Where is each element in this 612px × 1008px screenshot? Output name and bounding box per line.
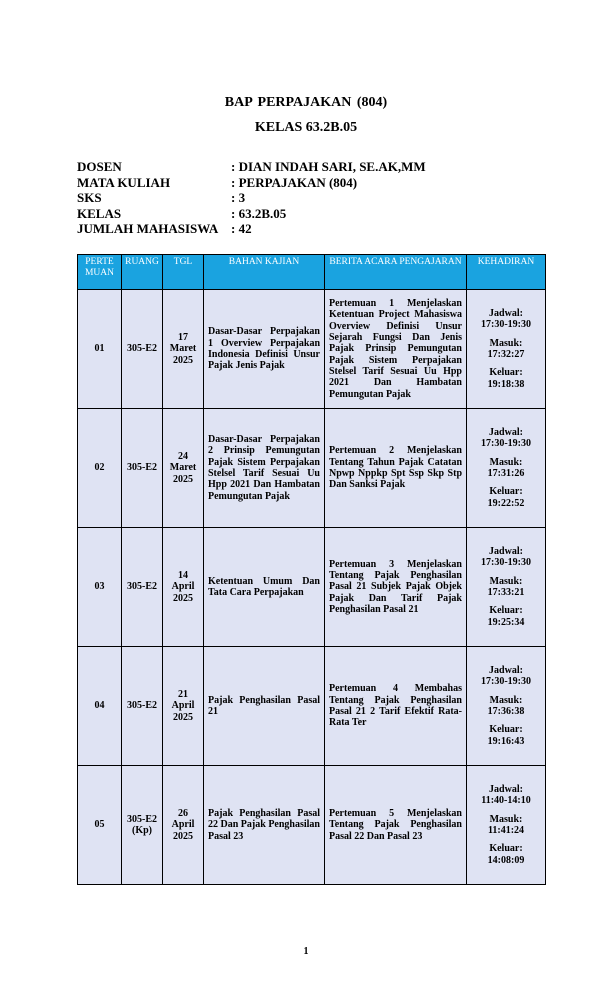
page-number: 1 [303,946,309,957]
date-day: 14 [178,570,188,582]
check-out-value: 14:08:09 [487,854,525,866]
date-month: Maret [169,343,197,355]
check-in-block [468,814,544,837]
check-in-value: 17:36:38 [487,706,525,717]
topic-cell: Dasar-Dasar Perpajakan 2 Prinsip Pemungutan Pajak Sistem Perpajakan Stelsel Tarif Sesuai Uu Hpp 2021 Dan Hambatan Pemungutan Pajak [204,409,325,528]
date-day: 26 [178,808,188,820]
teaching-report-cell: Pertemuan 4 Membahas Tentang Pajak Penghasilan Pasal 21 2 Tarif Efektif Rata-Rata Ter [325,647,467,766]
date-month: April [171,819,195,831]
check-out-block [468,605,544,628]
check-out-value: 19:22:52 [487,497,525,509]
col-header-pertemuan: PERTE MUAN [78,255,122,290]
date-cell [163,528,204,647]
schedule-label: Jadwal: [489,546,523,558]
meeting-number: 03 [78,528,122,647]
schedule-value: 17:30-19:30 [481,676,531,688]
info-label: MATA KULIAH [77,174,171,190]
teaching-report-cell: Pertemuan 3 Menjelaskan Tentang Pajak Penghasilan Pasal 21 Subjek Pajak Objek Pajak Dan Tarif Pajak Penghasilan Pasal 21 [325,528,467,647]
meeting-number: 04 [78,647,122,766]
table-row [78,528,546,647]
check-in-label: Masuk: [489,575,523,587]
room-code: 305-E2 [127,462,157,474]
check-out-block [468,724,544,747]
date-month: April [171,700,195,712]
check-out-value: 19:25:34 [487,616,525,628]
schedule-label: Jadwal: [489,427,523,439]
date-year: 2025 [173,711,193,723]
schedule-label: Jadwal: [489,784,523,796]
teaching-report-cell: Pertemuan 1 Menjelaskan Ketentuan Project Mahasiswa Overview Definisi Unsur Sejarah Fungsi Dan Jenis Pajak Prinsip Pemungutan Pajak Sistem Perpajakan Stelsel Tarif Sesuai Uu Hpp 2021 Dan Hambatan Pemungutan Pajak [325,290,467,409]
date-cell [163,766,204,885]
check-out-label: Keluar: [489,367,523,379]
info-row-dosen [77,159,426,175]
check-out-block [468,486,544,509]
room-cell [122,290,163,409]
info-value: : 63.2B.05 [231,205,287,221]
attendance-cell [467,766,546,885]
check-in-label: Masuk: [489,337,523,349]
check-out-value: 19:16:43 [487,735,525,747]
info-value: : 3 [231,190,246,205]
topic-cell: Ketentuan Umum Dan Tata Cara Perpajakan [204,528,325,647]
date-year: 2025 [173,830,193,842]
info-row-sks [77,190,426,206]
date-month: Maret [169,462,197,474]
attendance-table [77,254,546,885]
info-label: KELAS [77,205,122,221]
room-code: 305-E2 [127,813,157,825]
meeting-number: 02 [78,409,122,528]
meeting-number: 01 [78,290,122,409]
schedule-value: 17:30-19:30 [481,319,531,331]
check-in-block [468,338,544,361]
table-row [78,647,546,766]
attendance-cell [467,528,546,647]
room-cell [122,766,163,885]
check-out-block [468,843,544,866]
schedule-block [468,784,544,807]
room-code: 305-E2 [127,700,157,712]
col-header-bahan-kajian: BAHAN KAJIAN [204,255,325,290]
date-cell [163,647,204,766]
check-in-value: 11:41:24 [487,825,525,836]
info-label: JUMLAH MAHASISWA [77,221,219,236]
table-header-row [78,255,546,290]
schedule-block [468,308,544,331]
room-cell [122,528,163,647]
course-info [77,159,426,237]
document-subtitle: KELAS 63.2B.05 [254,120,358,135]
info-label: DOSEN [77,159,122,174]
check-in-block [468,576,544,599]
date-year: 2025 [173,592,193,604]
check-in-value: 17:31:26 [487,468,525,479]
check-in-block [468,457,544,480]
date-year: 2025 [173,354,193,366]
check-out-label: Keluar: [489,724,523,736]
info-value: : DIAN INDAH SARI, SE.AK,MM [231,159,426,174]
topic-cell: Pajak Penghasilan Pasal 21 [204,647,325,766]
attendance-cell [467,409,546,528]
schedule-value: 17:30-19:30 [481,438,531,450]
table-row [78,766,546,885]
schedule-block [468,427,544,450]
attendance-cell [467,647,546,766]
info-row-mata-kuliah [77,175,426,191]
col-header-ruang: RUANG [122,255,163,290]
date-month: April [171,581,195,593]
schedule-label: Jadwal: [489,665,523,677]
col-header-kehadiran: KEHADIRAN [467,255,546,290]
table-row [78,409,546,528]
room-cell [122,647,163,766]
check-in-label: Masuk: [489,456,523,468]
date-day: 17 [178,332,188,344]
col-header-berita-acara: BERITA ACARA PENGAJARAN [325,255,467,290]
schedule-value: 17:30-19:30 [481,557,531,569]
meeting-number: 05 [78,766,122,885]
check-in-value: 17:32:27 [487,349,525,360]
table-row [78,290,546,409]
info-row-kelas [77,206,426,222]
col-header-tgl: TGL [163,255,204,290]
schedule-block [468,546,544,569]
schedule-value: 11:40-14:10 [481,795,531,807]
topic-cell: Dasar-Dasar Perpajakan 1 Overview Perpajakan Indonesia Definisi Unsur Pajak Jenis Pajak [204,290,325,409]
date-year: 2025 [173,473,193,485]
check-in-block [468,695,544,718]
room-code: 305-E2 [127,343,157,355]
date-day: 24 [178,451,188,463]
check-in-label: Masuk: [489,813,523,825]
check-in-label: Masuk: [489,694,523,706]
check-out-label: Keluar: [489,605,523,617]
attendance-cell [467,290,546,409]
teaching-report-cell: Pertemuan 2 Menjelaskan Tentang Tahun Pajak Catatan Npwp Nppkp Spt Ssp Skp Stp Dan Sanksi Pajak [325,409,467,528]
check-out-label: Keluar: [489,486,523,498]
schedule-block [468,665,544,688]
teaching-report-cell: Pertemuan 5 Menjelaskan Tentang Pajak Penghasilan Pasal 22 Dan Pasal 23 [325,766,467,885]
info-row-jumlah-mahasiswa [77,221,426,237]
check-out-value: 19:18:38 [487,378,525,390]
info-value: : 42 [231,221,252,236]
check-out-label: Keluar: [489,843,523,855]
check-out-block [468,367,544,390]
date-cell [163,409,204,528]
info-value: : PERPAJAKAN (804) [231,174,358,190]
info-label: SKS [77,190,102,205]
room-note: (Kp) [132,825,152,836]
document-title: BAP PERPAJAKAN (804) [224,95,388,110]
schedule-label: Jadwal: [489,308,523,320]
topic-cell: Pajak Penghasilan Pasal 22 Dan Pajak Penghasilan Pasal 23 [204,766,325,885]
room-cell [122,409,163,528]
date-day: 21 [178,689,188,701]
check-in-value: 17:33:21 [487,587,525,598]
date-cell [163,290,204,409]
room-code: 305-E2 [127,581,157,593]
